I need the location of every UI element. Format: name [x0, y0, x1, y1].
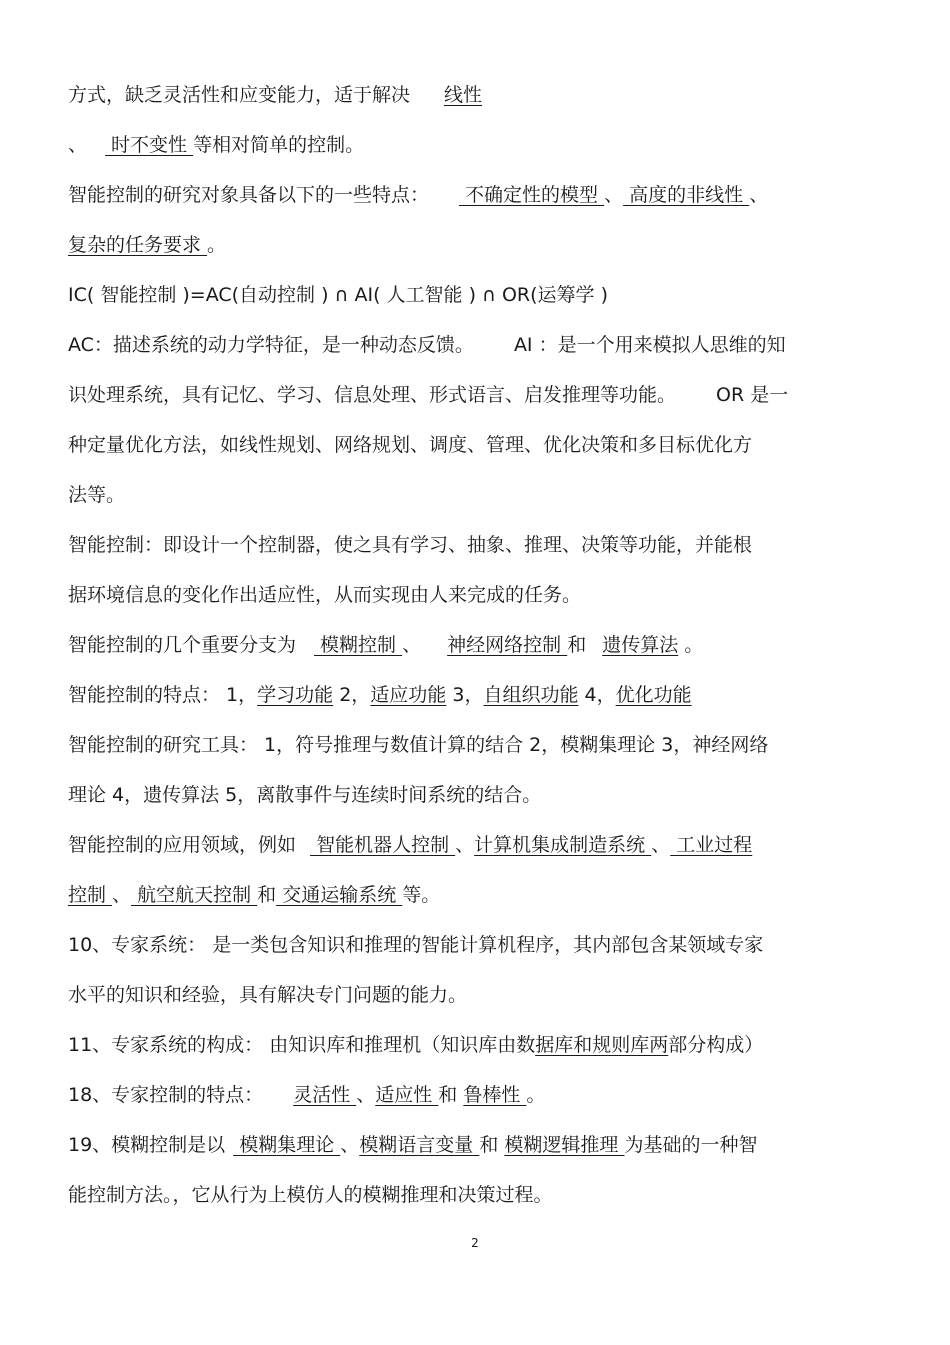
text-segment: 。	[207, 234, 227, 256]
text-segment: 智能控制的几个重要分支为	[68, 634, 297, 656]
fill-in-answer: 模糊集理论	[233, 1134, 341, 1156]
fill-in-answer: 计算机集成制造系统	[474, 834, 652, 856]
text-line	[68, 1080, 888, 1110]
fill-in-answer: 交通运输系统	[276, 884, 403, 906]
text-line	[68, 980, 888, 1010]
fill-in-answer: 模糊逻辑推理	[504, 1134, 625, 1156]
fill-in-answer: 适应性	[375, 1084, 439, 1106]
text-line	[68, 430, 888, 460]
fill-in-answer: 适应功能	[370, 684, 447, 706]
text-line	[68, 780, 888, 810]
fill-in-answer: 灵活性	[293, 1084, 357, 1106]
text-line	[68, 530, 888, 560]
text-segment: 和	[438, 1084, 464, 1106]
text-segment: 。	[678, 634, 704, 656]
fill-in-answer: 智能机器人控制	[310, 834, 456, 856]
text-segment: 等。	[402, 884, 441, 906]
fill-in-answer: 复杂的任务要求	[68, 234, 208, 256]
text-line	[68, 730, 888, 760]
fill-in-answer: 航空航天控制	[131, 884, 258, 906]
text-line	[68, 180, 888, 210]
text-line	[68, 930, 888, 960]
text-segment: 。	[526, 1084, 546, 1106]
fill-in-answer: 优化功能	[615, 684, 692, 706]
text-segment: 10、专家系统： 是一类包含知识和推理的智能计算机程序，其内部包含某领域专家	[68, 934, 764, 956]
text-segment: 和	[567, 634, 593, 656]
text-segment: 等相对简单的控制。	[193, 134, 365, 156]
fill-in-answer: 高度的非线性	[623, 184, 750, 206]
fill-in-answer: 时不变性	[105, 134, 194, 156]
fill-in-answer: 据库和规则库两	[535, 1034, 669, 1056]
fill-in-answer: 模糊语言变量	[359, 1134, 480, 1156]
text-line	[68, 380, 888, 410]
text-line	[68, 80, 888, 110]
fill-in-answer: 鲁棒性	[463, 1084, 527, 1106]
text-segment: 种定量优化方法，如线性规划、网络规划、调度、管理、优化决策和多目标优化方	[68, 434, 753, 456]
text-segment: 和	[257, 884, 277, 906]
text-segment: 、	[455, 834, 475, 856]
fill-in-answer: 神经网络控制	[447, 634, 568, 656]
fill-in-answer: 模糊控制	[314, 634, 403, 656]
text-line	[68, 480, 888, 510]
text-segment: 智能控制：即设计一个控制器，使之具有学习、抽象、推理、决策等功能，并能根	[68, 534, 753, 556]
text-segment: 理论 4，遗传算法 5，离散事件与连续时间系统的结合。	[68, 784, 542, 806]
fill-in-answer: 控制	[68, 884, 113, 906]
text-segment: 和	[479, 1134, 505, 1156]
text-segment: 4，	[578, 684, 616, 706]
text-segment: 法等。	[68, 484, 126, 506]
text-segment: 智能控制的研究对象具备以下的一些特点：	[68, 184, 430, 206]
text-line	[68, 280, 888, 310]
text-line	[68, 1030, 888, 1060]
text-line	[68, 630, 888, 660]
text-segment: 3，	[446, 684, 484, 706]
text-line	[68, 1180, 888, 1210]
text-segment: 、	[340, 1134, 360, 1156]
text-line	[68, 580, 888, 610]
text-segment: 、	[604, 184, 624, 206]
text-segment: 部分构成）	[668, 1034, 764, 1056]
text-line	[68, 130, 888, 160]
page-number: 2	[471, 1236, 479, 1250]
text-segment: 智能控制的特点： 1，	[68, 684, 258, 706]
fill-in-answer: 不确定性的模型	[459, 184, 605, 206]
text-segment: 、	[356, 1084, 376, 1106]
fill-in-answer: 工业过程	[670, 834, 753, 856]
text-segment: 、	[749, 184, 769, 206]
text-line	[68, 680, 888, 710]
text-segment: AI ：是一个用来模拟人思维的知	[513, 334, 786, 356]
text-segment: OR 是一	[716, 384, 789, 406]
text-segment: 为基础的一种智	[624, 1134, 758, 1156]
text-line	[68, 230, 888, 260]
text-segment: 11、专家系统的构成： 由知识库和推理机（知识库由数	[68, 1034, 536, 1056]
text-segment: 能控制方法。，它从行为上模仿人的模糊推理和决策过程。	[68, 1184, 553, 1206]
text-segment: IC( 智能控制 )=AC(自动控制 ) ∩ AI( 人工智能 ) ∩ OR(运筹学 )	[68, 284, 608, 306]
text-segment: 19、模糊控制是以	[68, 1134, 226, 1156]
fill-in-answer: 学习功能	[257, 684, 334, 706]
text-segment: 据环境信息的变化作出适应性，从而实现由人来完成的任务。	[68, 584, 582, 606]
text-segment: 2，	[333, 684, 371, 706]
fill-in-answer: 自组织功能	[483, 684, 579, 706]
text-segment: AC：描述系统的动力学特征，是一种动态反馈。	[68, 334, 474, 356]
text-segment: 、	[112, 884, 132, 906]
fill-in-answer: 遗传算法	[602, 634, 679, 656]
text-line	[68, 880, 888, 910]
fill-in-answer: 线性	[444, 84, 483, 106]
text-segment: 方式，缺乏灵活性和应变能力，适于解决	[68, 84, 411, 106]
text-line	[68, 330, 888, 360]
text-segment: 识处理系统，具有记忆、学习、信息处理、形式语言、启发推理等功能。	[68, 384, 677, 406]
text-segment: 、	[651, 834, 671, 856]
text-line	[68, 830, 888, 860]
text-segment: 、	[402, 634, 428, 656]
text-line	[68, 1130, 888, 1160]
text-segment: 智能控制的应用领域，例如	[68, 834, 303, 856]
text-segment: 、	[68, 134, 88, 156]
text-segment: 智能控制的研究工具： 1，符号推理与数值计算的结合 2，模糊集理论 3，神经网络	[68, 734, 769, 756]
text-segment: 水平的知识和经验，具有解决专门问题的能力。	[68, 984, 468, 1006]
text-segment: 18、专家控制的特点：	[68, 1084, 264, 1106]
